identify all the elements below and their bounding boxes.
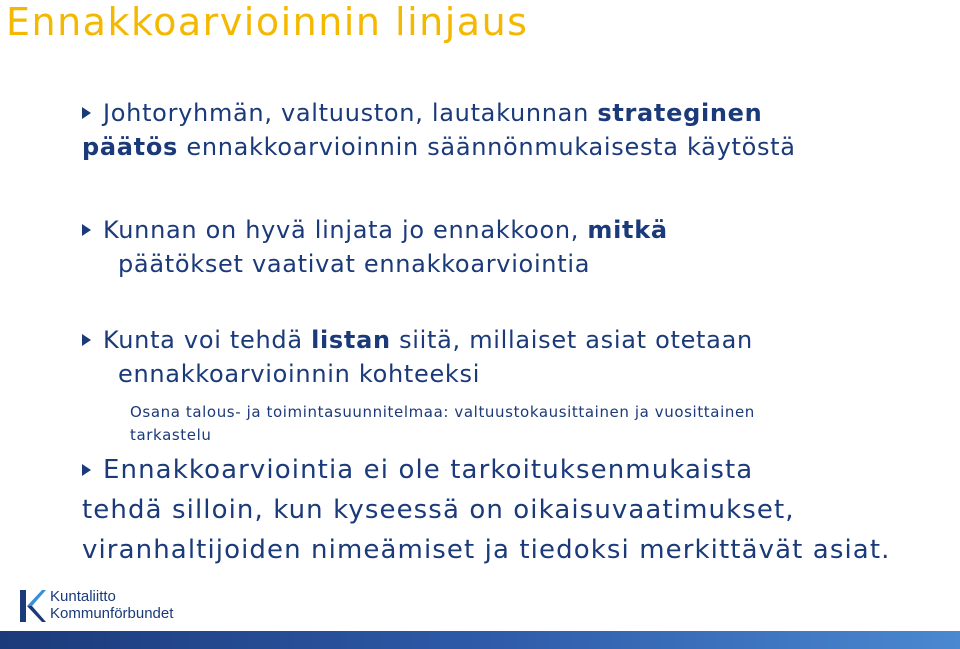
bullet-which-decisions (82, 213, 942, 281)
bullet-text: ennakkoarvioinnin säännönmukaisesta käytöstä (178, 133, 796, 161)
triangle-bullet-icon (82, 464, 91, 476)
bullet-line (82, 530, 942, 570)
bullet-bold-text: mitkä (587, 216, 668, 244)
bullet-line (82, 490, 942, 530)
slide-title: Ennakkoarvioinnin linjaus (6, 0, 529, 44)
sub-note-line: tarkastelu (130, 426, 212, 444)
bullet-text: viranhaltijoiden nimeämiset ja tiedoksi merkittävät asiat. (82, 535, 891, 565)
bullet-bold-text: päätös (82, 133, 179, 161)
bullet-bold-text: strateginen (597, 99, 763, 127)
bullet-line (82, 213, 942, 247)
triangle-bullet-icon (82, 334, 91, 346)
sub-note (130, 401, 755, 447)
triangle-bullet-icon (82, 107, 91, 119)
footer-band (0, 631, 960, 649)
bullet-strategic-decision (82, 96, 942, 164)
kuntaliitto-k-logo-icon (18, 586, 48, 626)
bullet-bold-text: listan (311, 326, 391, 354)
bullet-text: siitä, millaiset asiat otetaan (390, 326, 753, 354)
bullet-text: Kunnan on hyvä linjata jo ennakkoon, (103, 216, 588, 244)
bullet-text: ennakkoarvioinnin kohteeksi (118, 360, 481, 388)
bullet-text: Johtoryhmän, valtuuston, lautakunnan (103, 99, 598, 127)
sub-note-line: Osana talous- ja toimintasuunnitelmaa: valtuustokausittainen ja vuosittainen (130, 403, 755, 421)
bullet-list (82, 323, 942, 391)
logo-line: Kommunförbundet (50, 605, 174, 622)
bullet-not-appropriate (82, 450, 942, 570)
bullet-text: Ennakkoarviointia ei ole tarkoituksenmukaista (103, 455, 754, 485)
kuntaliitto-logo (18, 586, 188, 626)
bullet-text: päätökset vaativat ennakkoarviointia (118, 250, 591, 278)
logo-text (50, 588, 173, 622)
bullet-line (82, 130, 942, 164)
bullet-text: tehdä silloin, kun kyseessä on oikaisuvaatimukset, (82, 495, 795, 525)
bullet-line (82, 247, 942, 281)
bullet-line (82, 450, 942, 490)
bullet-text: Kunta voi tehdä (103, 326, 312, 354)
logo-line: Kuntaliitto (50, 588, 116, 605)
bullet-line (82, 323, 942, 357)
triangle-bullet-icon (82, 224, 91, 236)
bullet-line (82, 96, 942, 130)
bullet-line (82, 357, 942, 391)
